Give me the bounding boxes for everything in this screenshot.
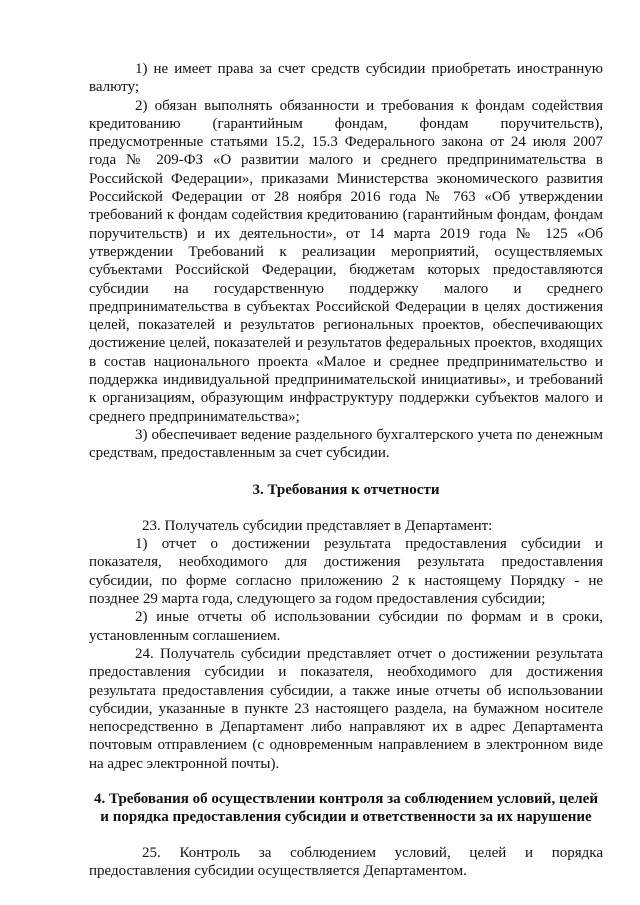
section-4-heading-line-1: 4. Требования об осуществлении контроля за соблюдением условий, целей (94, 790, 598, 807)
paragraph-separate-accounting: 3) обеспечивает ведение раздельного бухгалтерского учета по денежным средствам, предоставленным за счет субсидии. (89, 426, 603, 462)
section-3-heading: 3. Требования к отчетности (252, 481, 440, 498)
paragraph-25: 25. Контроль за соблюдением условий, целей и порядка предоставления субсидии осуществляется Департаментом. (89, 844, 603, 879)
document-page (89, 60, 603, 880)
paragraph-foreign-currency: 1) не имеет права за счет средств субсидии приобретать иностранную валюту; (89, 61, 603, 96)
paragraph-23-item-2: 2) иные отчеты об использовании субсидии по формам и в сроки, установленным соглашением. (89, 609, 603, 644)
paragraph-23-item-1: 1) отчет о достижении результата предоставления субсидии и показателя, необходимого для достижения результата предоставления субсидии, по форме согласно приложению 2 к настоящему Порядку - не позднее 29 марта года, следующего за годом предоставления субсидии; (89, 536, 603, 608)
section-4-heading (89, 790, 603, 827)
paragraph-23: 23. Получатель субсидии представляет в Департамент: (142, 517, 493, 534)
section-4-heading-line-2: и порядка предоставления субсидии и ответственности за их нарушение (100, 809, 592, 826)
paragraph-fund-requirements: 2) обязан выполнять обязанности и требования к фондам содействия кредитованию (гарантийным фондам, фондам поручительств), предусмотренные статьями 15.2, 15.3 Федерального закона от 24 июля 2007 года № 209-ФЗ «О развитии малого и среднего предпринимательства в Российской Федерации», приказами Министерства экономического развития Российской Федерации от 28 ноября 2016 года № 763 «Об утверждении требований к фондам содействия кредитованию (гарантийным фондам, фондам поручительств) и их деятельности», от 14 марта 2019 года № 125 «Об утверждении Требований к реализации мероприятий, осуществляемых субъектами Российской Федерации, бюджетам которых предоставляются субсидии на государственную поддержку малого и среднего предпринимательства в субъектах Российской Федерации в целях достижения целей, показателей и результатов региональных проектов, обеспечивающих достижение целей, показателей и результатов федеральных проектов, входящих в состав национального проекта «Малое и среднее предпринимательство и поддержка индивидуальной предпринимательской инициативы», и требований к организациям, образующим инфраструктуру поддержки субъектов малого и среднего предпринимательства»; (89, 97, 603, 425)
paragraph-24: 24. Получатель субсидии представляет отчет о достижении результата предоставления субсидии и показателя, необходимого для достижения результата предоставления субсидии, а также иные отчеты об использовании субсидии, указанные в пункте 23 настоящего раздела, на бумажном носителе непосредственно в Департамент либо направляют их в адрес Департамента почтовым отправлением (с одновременным направлением в электронном виде на адрес электронной почты). (89, 645, 603, 772)
